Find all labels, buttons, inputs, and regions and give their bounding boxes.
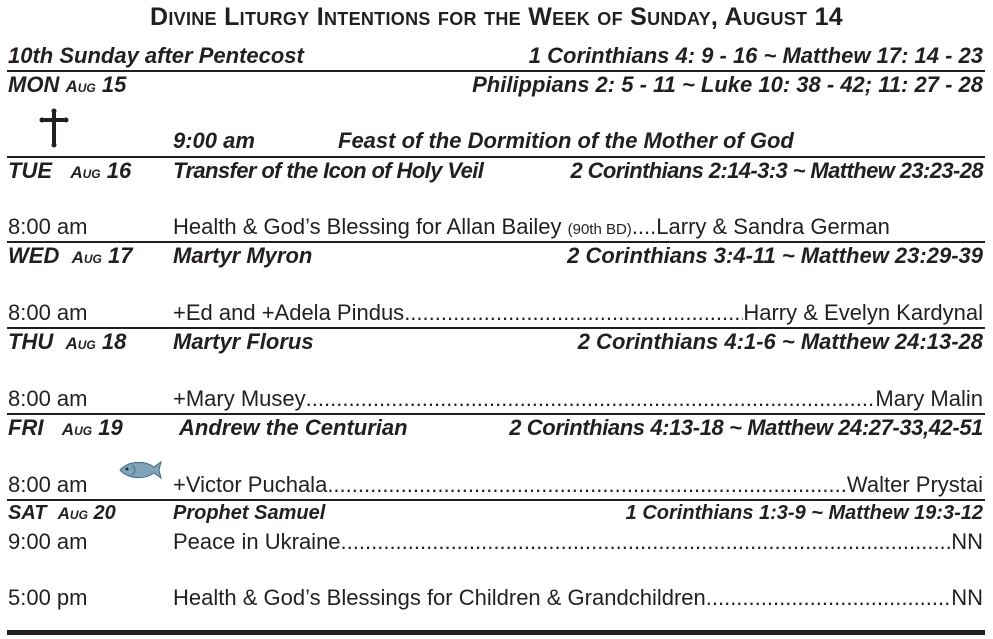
entry-time: 9:00 am <box>173 128 255 153</box>
day-label-tue: TUE Aug 16 <box>8 158 132 183</box>
entry-time: 8:00 am <box>8 386 88 411</box>
sunday-readings: 1 Corinthians 4: 9 - 16 ~ Matthew 17: 14 - 23 <box>528 43 983 68</box>
intention-row: +Ed and +Adela Pindus ..... Harry & Evelyn Kardynal <box>173 300 983 326</box>
intention-row: +Mary Musey ..... Mary Malin <box>173 386 983 412</box>
day-label-mon: MON Aug 15 <box>8 72 127 97</box>
tue-feast: Transfer of the Icon of Holy Veil <box>173 158 484 183</box>
mon-readings: Philippians 2: 5 - 11 ~ Luke 10: 38 - 42; 11: 27 - 28 <box>472 72 983 97</box>
intention-row: Health & God’s Blessings for Children & Grandchildren ..... NN <box>173 585 983 611</box>
entry-time: 9:00 am <box>8 529 88 554</box>
tue-readings: 2 Corinthians 2:14-3:3 ~ Matthew 23:23-28 <box>570 158 983 183</box>
fri-readings: 2 Corinthians 4:13-18 ~ Matthew 24:27-33,42-51 <box>509 415 983 440</box>
thu-feast: Martyr Florus <box>173 329 314 354</box>
entry-time: 8:00 am <box>8 214 88 239</box>
day-label-thu: THU Aug 18 <box>8 329 127 354</box>
cross-icon <box>38 108 70 153</box>
sat-feast: Prophet Samuel <box>173 502 326 524</box>
intention-row: +Victor Puchala ..... Walter Prystai <box>173 472 983 498</box>
wed-feast: Martyr Myron <box>173 243 313 268</box>
day-label-sat: SAT Aug 20 <box>8 502 116 524</box>
entry-time: 8:00 am <box>8 472 88 497</box>
bottom-rule <box>7 630 985 635</box>
thu-readings: 2 Corinthians 4:1-6 ~ Matthew 24:13-28 <box>577 329 983 354</box>
entry-time: 5:00 pm <box>8 585 88 610</box>
entry-time: 8:00 am <box>8 300 88 325</box>
day-label-wed: WED Aug 17 <box>8 243 133 268</box>
sat-readings: 1 Corinthians 1:3-9 ~ Matthew 19:3-12 <box>625 502 983 524</box>
fri-feast: Andrew the Centurian <box>179 415 408 440</box>
day-label-fri: FRI Aug 19 <box>8 415 123 440</box>
page-title: Divine Liturgy Intentions for the Week of Sunday, August 14 <box>150 3 843 31</box>
divider <box>7 499 985 501</box>
wed-readings: 2 Corinthians 3:4-11 ~ Matthew 23:29-39 <box>567 243 983 268</box>
feast-name: Feast of the Dormition of the Mother of God <box>338 128 794 153</box>
intention-row: Health & God’s Blessing for Allan Bailey (90th BD)....Larry & Sandra German <box>173 214 890 239</box>
sunday-name: 10th Sunday after Pentecost <box>8 43 304 68</box>
fish-icon <box>116 459 162 486</box>
intention-row: Peace in Ukraine ..... NN <box>173 529 983 555</box>
